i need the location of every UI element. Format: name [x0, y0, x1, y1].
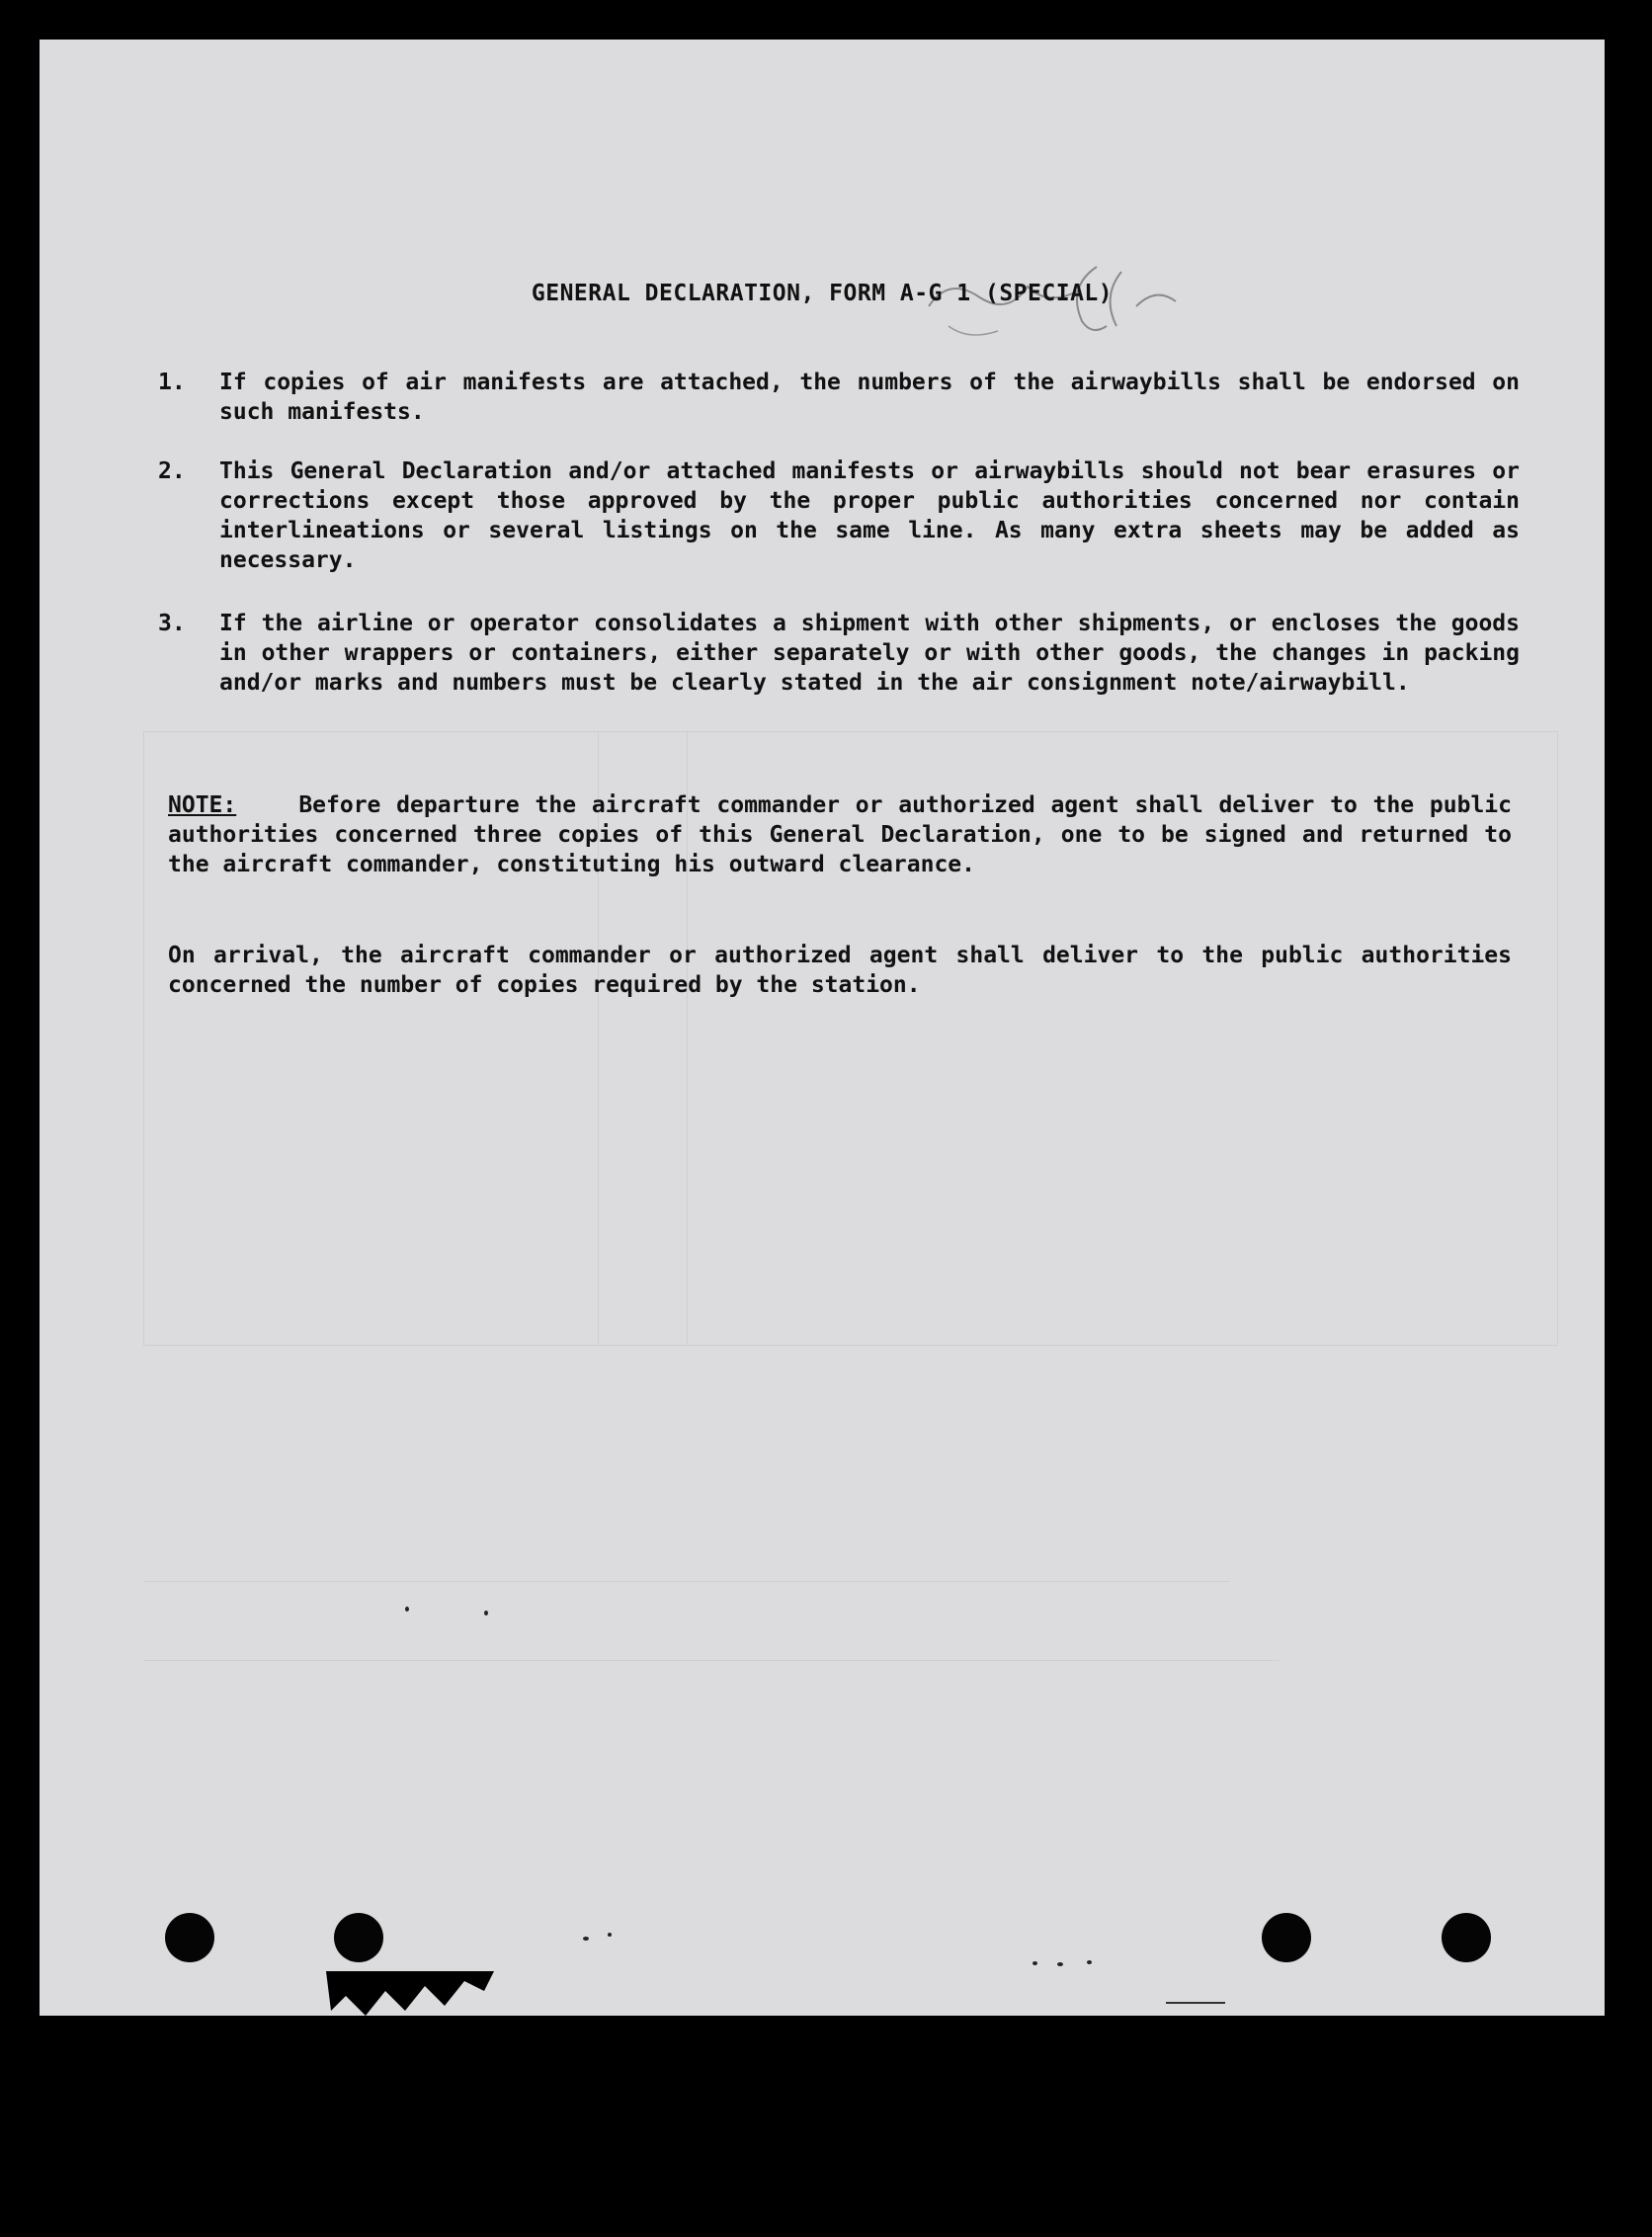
arrival-text: On arrival, the aircraft commander or authorized agent shall deliver to the public authorities concerned the number of copies required by the station.	[168, 943, 1512, 998]
punch-hole	[1442, 1913, 1491, 1962]
document-page	[40, 40, 1605, 2016]
item-number: 1.	[158, 370, 186, 395]
ink-speck	[1057, 1962, 1063, 1966]
punch-hole	[334, 1913, 383, 1962]
document-title: GENERAL DECLARATION, FORM A-G 1 (SPECIAL)	[531, 281, 1114, 306]
item-text: If copies of air manifests are attached, the numbers of the airwaybills shall be endorsed on such manifests.	[219, 370, 1520, 425]
bleed-through-rule	[143, 1660, 1280, 1661]
torn-edge	[326, 1971, 494, 2040]
bleed-through-rule	[143, 1581, 1230, 1582]
note-paragraph	[168, 790, 1512, 879]
item-text: This General Declaration and/or attached manifests or airwaybills should not bear erasures or corrections except those approved by the proper public authorities concerned nor contain interlineations or several listings on the same line. As many extra sheets may be added as necessary.	[219, 458, 1520, 573]
ink-speck	[583, 1937, 589, 1941]
punch-hole	[1262, 1913, 1311, 1962]
arrival-paragraph	[168, 941, 1512, 1000]
item-number: 3.	[158, 611, 186, 636]
pen-mark	[1166, 2002, 1225, 2004]
ink-speck	[405, 1607, 409, 1612]
item-text: If the airline or operator consolidates a shipment with other shipments, or encloses the goods in other wrappers or containers, either separately or with other goods, the changes in packing and/or marks and numbers must be clearly stated in the air consignment note/airwaybill.	[219, 611, 1520, 696]
note-label: NOTE:	[168, 792, 237, 818]
ink-speck	[484, 1611, 488, 1616]
punch-hole	[165, 1913, 214, 1962]
note-text: Before departure the aircraft commander or authorized agent shall deliver to the public authorities concerned three copies of this General Declaration, one to be signed and returned to the aircraft commander, constituting his outward clearance.	[168, 792, 1512, 877]
ink-speck	[1087, 1960, 1092, 1964]
item-number: 2.	[158, 458, 186, 484]
ink-speck	[1032, 1961, 1037, 1965]
ink-speck	[608, 1933, 612, 1937]
